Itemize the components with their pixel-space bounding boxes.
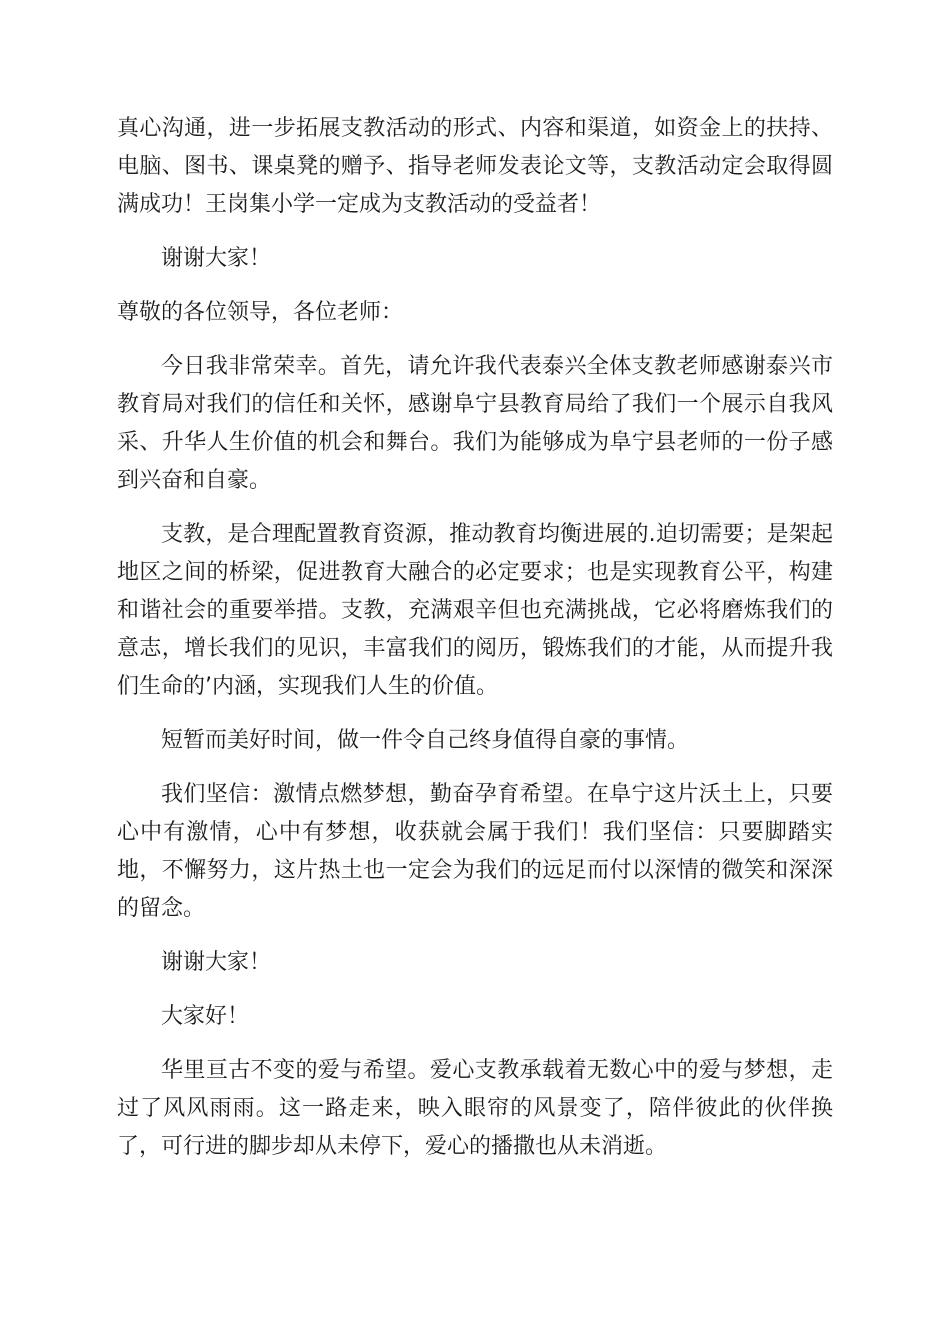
paragraph-4: 今日我非常荣幸。首先，请允许我代表泰兴全体支教老师感谢泰兴市教育局对我们的信任和关怀，感谢阜宁县教育局给了我们一个展示自我风采、升华人生价值的机会和舞台。我们为能够成为阜宁县老师的一份子感到兴奋和自豪。 — [117, 354, 833, 493]
paragraph-8: 谢谢大家！ — [161, 950, 272, 975]
paragraph-6: 短暂而美好时间，做一件令自己终身值得自豪的事情。 — [161, 728, 690, 753]
paragraph-9: 大家好！ — [161, 1004, 250, 1029]
paragraph-2: 谢谢大家！ — [161, 246, 272, 271]
paragraph-7: 我们坚信：激情点燃梦想，勤奋孕育希望。在阜宁这片沃土上，只要心中有激情，心中有梦想，收获就会属于我们！我们坚信：只要脚踏实地，不懈努力，这片热土也一定会为我们的远足而付以深情的微笑和深深的留念。 — [117, 782, 833, 921]
document-body — [117, 110, 833, 1182]
paragraph-3: 尊敬的各位领导，各位老师： — [117, 300, 404, 325]
paragraph-1: 真心沟通，进一步拓展支教活动的形式、内容和渠道，如资金上的扶持、电脑、图书、课桌凳的赠予、指导老师发表论文等，支教活动定会取得圆满成功！王岗集小学一定成为支教活动的受益者！ — [117, 116, 833, 217]
paragraph-5: 支教，是合理配置教育资源，推动教育均衡进展的.迫切需要；是架起地区之间的桥梁，促进教育大融合的必定要求；也是实现教育公平，构建和谐社会的重要举措。支教，充满艰辛但也充满挑战，它必将磨炼我们的意志，增长我们的见识，丰富我们的阅历，锻炼我们的才能，从而提升我们生命的’内涵，实现我们人生的价值。 — [117, 522, 833, 699]
paragraph-10: 华里亘古不变的爱与希望。爱心支教承载着无数心中的爱与梦想，走过了风风雨雨。这一路走来，映入眼帘的风景变了，陪伴彼此的伙伴换了，可行进的脚步却从未停下，爱心的播撒也从未消逝。 — [117, 1058, 833, 1159]
